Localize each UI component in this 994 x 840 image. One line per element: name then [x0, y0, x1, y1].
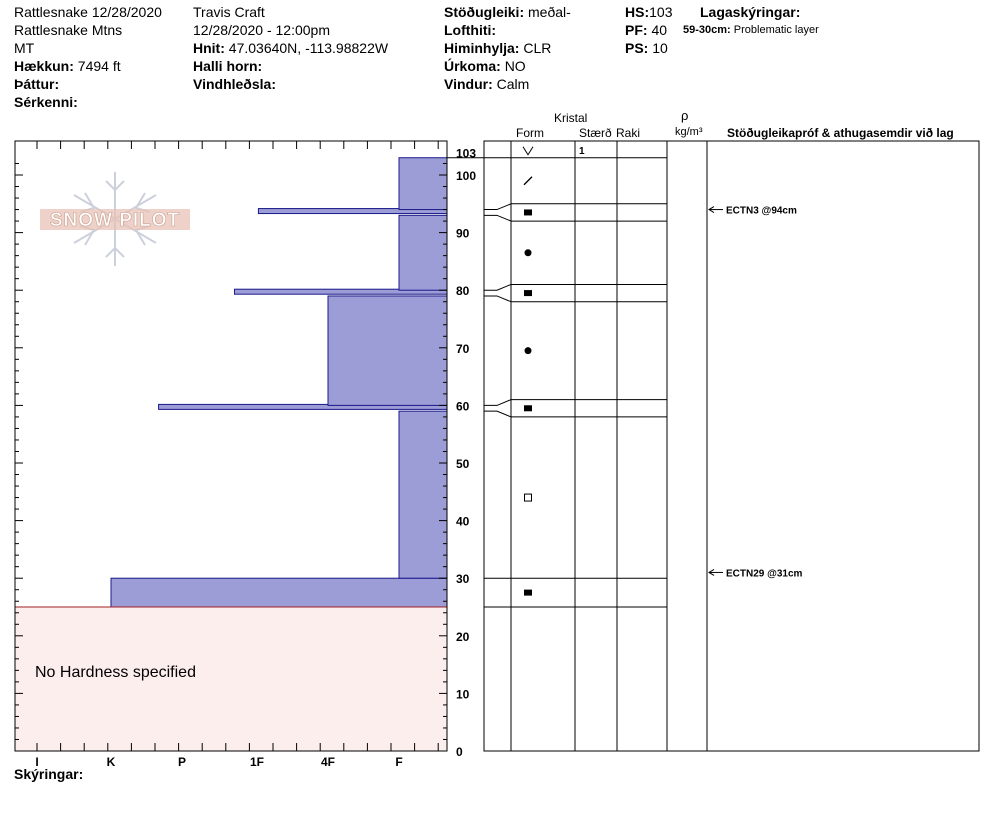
no-hardness-text: No Hardness specified — [35, 664, 196, 681]
layer-boundary-connector — [484, 204, 511, 210]
header-observer: Travis Craft — [193, 4, 265, 20]
header-ps — [625, 39, 668, 57]
logo-text: SNOW PILOT — [49, 210, 181, 231]
height-tick-label: 100 — [456, 169, 477, 183]
hardness-bar — [399, 411, 447, 578]
layer-note-text: Problematic layer — [733, 24, 819, 36]
crystal-size-top: 1 — [579, 146, 585, 157]
header-hs — [625, 3, 672, 21]
coords-value: 47.03640N, -113.98822W — [228, 40, 389, 56]
hardness-bar — [328, 296, 447, 405]
header-layer-note — [683, 24, 819, 37]
header-special-label: Sérkenni: — [14, 94, 78, 110]
header-state: MT — [14, 40, 35, 56]
stability-label: Stöðugleiki: — [444, 4, 525, 20]
surface-hoar-symbol — [523, 147, 533, 155]
layer-boundary-connector — [484, 284, 511, 290]
header-sky — [444, 39, 551, 57]
col-form: Form — [516, 126, 544, 140]
layer-table-columns — [511, 141, 707, 751]
test-label: ECTN29 @31cm — [726, 568, 803, 580]
header-coords — [193, 39, 388, 57]
hardness-label: I — [35, 755, 39, 769]
legend-label: Skýringar: — [14, 766, 84, 782]
height-tick-label: 90 — [456, 226, 470, 241]
layer-table-frame — [484, 141, 979, 751]
col-size: Stærð — [579, 126, 612, 140]
header-area: Rattlesnake Mtns — [14, 22, 123, 38]
test-markers — [709, 206, 803, 580]
precip-value: NO — [504, 58, 526, 74]
layer-boundary-connector — [484, 411, 511, 417]
header-datetime: 12/28/2020 - 12:00pm — [193, 22, 330, 38]
coords-label: Hnit: — [193, 40, 225, 56]
wind-label: Vindur: — [444, 76, 493, 92]
header-air-temp-label: Lofthiti: — [444, 22, 497, 38]
height-tick-label: 20 — [456, 629, 470, 644]
wind-value: Calm — [496, 76, 530, 92]
col-density-unit: kg/m³ — [675, 126, 703, 138]
sky-value: CLR — [523, 40, 552, 56]
hardness-bar — [399, 215, 447, 290]
height-tick-label: 50 — [456, 457, 470, 471]
elevation-value: 7494 ft — [77, 58, 121, 74]
header-stability — [444, 3, 571, 21]
precip-label: Úrkoma: — [444, 58, 501, 74]
header-pf — [625, 21, 667, 39]
grain-symbol-faceted — [524, 405, 532, 411]
elevation-label: Hækkun: — [14, 58, 74, 74]
header-location-date: Rattlesnake 12/28/2020 — [14, 4, 162, 20]
grain-symbol-rounded — [525, 347, 532, 354]
grain-symbol-faceted — [524, 290, 532, 296]
grain-symbol-decomposing — [524, 177, 532, 185]
grain-symbol-faceted-rounded — [525, 494, 532, 501]
hardness-label: 1F — [249, 755, 265, 769]
col-moisture: Raki — [616, 126, 641, 140]
hardness-labels — [35, 755, 402, 769]
hardness-label: F — [395, 755, 403, 769]
layer-boundary-connector — [484, 400, 511, 406]
height-tick-label: 40 — [456, 514, 470, 529]
header-layer-notes-label: Lagaskýringar: — [700, 4, 801, 20]
grain-symbol-faceted — [524, 209, 532, 215]
hs-value: 103 — [649, 4, 673, 20]
hardness-label: K — [106, 755, 116, 769]
pf-value: 40 — [651, 22, 668, 38]
header-aspect-label: Þáttur: — [14, 76, 60, 92]
stability-value: meðal- — [528, 4, 571, 20]
header-wind-loading-label: Vindhleðsla: — [193, 76, 276, 92]
grain-symbols — [523, 147, 533, 596]
hardness-label: 4F — [320, 755, 336, 769]
sky-label: Himinhylja: — [444, 40, 520, 56]
col-kristal: Kristal — [554, 111, 588, 125]
height-tick-label: 10 — [456, 687, 470, 702]
hardness-bar — [399, 158, 447, 210]
layer-boundary-connector — [484, 296, 511, 302]
header-slope-label: Halli horn: — [193, 58, 263, 74]
hs-label: HS: — [625, 4, 650, 20]
header-wind — [444, 75, 529, 93]
grain-symbol-rounded — [525, 249, 532, 256]
pf-label: PF: — [625, 22, 648, 38]
height-tick-label: 30 — [456, 572, 470, 587]
grain-symbol-faceted — [524, 590, 532, 596]
hardness-bar — [111, 578, 447, 607]
col-tests: Stöðugleikapróf & athugasemdir við lag — [727, 126, 954, 140]
snowpilot-logo — [40, 172, 190, 266]
ps-label: PS: — [625, 40, 649, 56]
height-tick-label: 0 — [456, 745, 463, 759]
hardness-label: P — [177, 755, 187, 769]
header-precip — [444, 57, 526, 75]
ps-value: 10 — [652, 40, 668, 56]
header-elevation — [14, 57, 121, 75]
height-tick-label: 70 — [456, 341, 470, 356]
height-tick-label: 60 — [456, 399, 470, 414]
height-tick-label: 103 — [456, 146, 477, 161]
test-label: ECTN3 @94cm — [726, 205, 797, 217]
layer-note-range: 59-30cm: — [683, 24, 731, 36]
layer-boundary-connector — [484, 215, 511, 221]
height-tick-label: 80 — [456, 284, 470, 299]
col-rho: ρ — [681, 108, 689, 123]
